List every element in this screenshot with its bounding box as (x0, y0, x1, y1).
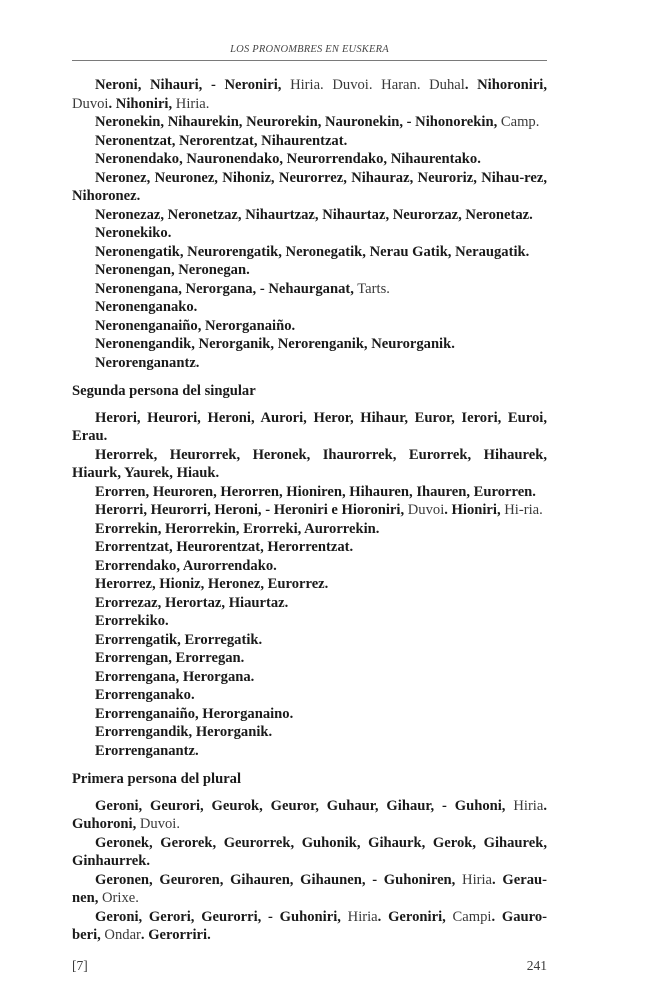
pronoun-forms: Neronez, Neuronez, Nihoniz, Neurorrez, Nihauraz, Neuroriz, Nihau-rez, Nihoronez. (72, 169, 547, 204)
pronoun-forms: Erorrendako, Aurorrendako. (95, 557, 277, 574)
header-rule (72, 60, 547, 61)
pronoun-forms: Erorrentzat, Heurorentzat, Herorrentzat. (95, 539, 354, 555)
pronoun-forms: Neronengatik, Neurorengatik, Neronegatik, Nerau Gatik, Neraugatik. (95, 243, 530, 260)
pronoun-entry (72, 317, 547, 336)
pronoun-entry (72, 908, 547, 945)
pronoun-forms: . Hioniri, (444, 502, 501, 518)
pronoun-forms: Herorri, Heurorri, Heroni, - Heroniri e Hioroniri, (95, 502, 405, 518)
pronoun-entry (72, 76, 547, 113)
pronoun-forms: Neronenganako. (95, 299, 198, 315)
pronoun-entry (72, 538, 547, 557)
pronoun-entry (72, 280, 547, 299)
pronoun-forms: . Gauro-beri, (72, 908, 547, 943)
pronoun-forms: Erorrengana, Herorgana. (95, 668, 255, 685)
source-reference: Tarts. (353, 280, 390, 297)
pronoun-forms: Geronen, Geuroren, Gihauren, Gihaunen, - Guhoniren, (95, 871, 456, 888)
pronoun-forms: Herorrez, Hioniz, Heronez, Eurorrez. (95, 576, 329, 592)
pronoun-entry (72, 261, 547, 280)
source-reference: Duvoi (404, 502, 445, 518)
pronoun-entry (72, 594, 547, 613)
pronoun-entry (72, 834, 547, 871)
pronoun-forms: Neronengan, Neronegan. (95, 262, 250, 278)
pronoun-entry (72, 150, 547, 169)
source-reference: Hiria. (172, 95, 210, 112)
pronoun-forms: Neronekiko. (95, 225, 172, 241)
source-reference: Hiria (505, 797, 544, 814)
section-heading: Primera persona del plural (72, 771, 242, 787)
pronoun-forms: Erorrenganako. (95, 687, 195, 703)
pronoun-forms: . Nihoniri, (108, 95, 173, 112)
pronoun-entry (72, 243, 547, 262)
pronoun-entry (72, 557, 547, 576)
pronoun-entry (72, 132, 547, 151)
pronoun-entry (72, 612, 547, 631)
pronoun-forms: Neronezaz, Neronetzaz, Nihaurtzaz, Nihaurtaz, Neurorzaz, Neronetaz. (95, 206, 533, 223)
pronoun-entry (72, 705, 547, 724)
pronoun-entry (72, 742, 547, 761)
pronoun-entry (72, 871, 547, 908)
page-body (72, 76, 547, 945)
pronoun-forms: Erorren, Heuroren, Herorren, Hioniren, Hihauren, Ihauren, Eurorren. (95, 483, 536, 500)
source-reference: Hi-ria. (500, 502, 543, 518)
pronoun-forms: Erorrenganaiño, Herorganaino. (95, 705, 294, 722)
pronoun-forms: Neronengana, Nerorgana, - Nehaurganat, (95, 280, 354, 297)
pronoun-forms: Nerorenganantz. (95, 354, 200, 371)
pronoun-entry (72, 169, 547, 206)
pronoun-forms: Erorrekin, Herorrekin, Erorreki, Aurorrekin. (95, 520, 380, 537)
pronoun-entry (72, 520, 547, 539)
pronoun-forms: Erorrengan, Erorregan. (95, 650, 245, 666)
pronoun-forms: . Nihoroniri, (464, 77, 547, 93)
page-number: 241 (526, 958, 547, 973)
pronoun-entry (72, 686, 547, 705)
source-reference: Camp. (497, 114, 540, 130)
source-reference: Ondar (100, 927, 141, 943)
pronoun-entry (72, 649, 547, 668)
pronoun-forms: Herorrek, Heurorrek, Heronek, Ihaurorrek, Eurorrek, Hihaurek, Hiaurk, Yaurek, Hiauk. (72, 446, 547, 481)
pronoun-forms: Geronek, Gerorek, Geurorrek, Guhonik, Gihaurk, Gerok, Gihaurek, Ginhaurrek. (72, 834, 547, 869)
footer-section-number: [7] (72, 958, 88, 973)
pronoun-entry (72, 575, 547, 594)
running-head: LOS PRONOMBRES EN EUSKERA (230, 44, 389, 55)
pronoun-entry (72, 483, 547, 502)
pronoun-forms: Neronengandik, Nerorganik, Nerorenganik, Neurorganik. (95, 336, 455, 352)
pronoun-forms: Neroni, Nihauri, - Neroniri, (95, 77, 282, 93)
pronoun-entry (72, 723, 547, 742)
pronoun-entry (72, 224, 547, 243)
pronoun-forms: Erorrenganantz. (95, 742, 199, 759)
pronoun-forms: Erorrezaz, Herortaz, Hiaurtaz. (95, 594, 289, 611)
pronoun-forms: Herori, Heurori, Heroni, Aurori, Heror, Hihaur, Euror, Ierori, Euroi, Erau. (72, 409, 547, 444)
source-reference: Duvoi (72, 95, 109, 112)
pronoun-forms: Neronendako, Nauronendako, Neurorrendako, Nihaurentako. (95, 151, 481, 167)
pronoun-entry (72, 631, 547, 650)
source-reference: Hiria (340, 908, 378, 925)
pronoun-forms: Geroni, Geurori, Geurok, Geuror, Guhaur, Gihaur, - Guhoni, (95, 797, 506, 814)
pronoun-entry (72, 354, 547, 373)
pronoun-entry (72, 668, 547, 687)
pronoun-forms: Erorrengatik, Erorregatik. (95, 631, 263, 648)
pronoun-forms: Erorrengandik, Herorganik. (95, 724, 273, 740)
section-heading: Segunda persona del singular (72, 383, 256, 399)
pronoun-forms: . Gerau-nen, (72, 871, 547, 906)
pronoun-entry (72, 206, 547, 225)
pronoun-entry (72, 409, 547, 446)
source-reference: Duvoi. (136, 816, 180, 832)
source-reference: Orixe. (98, 890, 139, 906)
pronoun-entry (72, 335, 547, 354)
pronoun-forms: Neronenganaiño, Nerorganaiño. (95, 317, 296, 334)
source-reference: Campi (445, 908, 492, 925)
pronoun-forms: Neronekin, Nihaurekin, Neurorekin, Nauronekin, - Nihonorekin, (95, 114, 498, 130)
pronoun-entry (72, 446, 547, 483)
pronoun-entry (72, 797, 547, 834)
pronoun-forms: Geroni, Gerori, Geurorri, - Guhoniri, (95, 908, 341, 925)
pronoun-forms: . Guhoroni, (72, 797, 547, 832)
source-reference: Hiria. Duvoi. Haran. Duhal (281, 77, 465, 93)
pronoun-entry (72, 298, 547, 317)
pronoun-entry (72, 501, 547, 520)
pronoun-entry (72, 113, 547, 132)
pronoun-forms: Erorrekiko. (95, 613, 169, 629)
source-reference: Hiria (455, 871, 493, 888)
pronoun-forms: Neronentzat, Nerorentzat, Nihaurentzat. (95, 132, 348, 149)
pronoun-forms: . Geroniri, (377, 908, 446, 925)
pronoun-forms: . Gerorriri. (140, 927, 211, 943)
